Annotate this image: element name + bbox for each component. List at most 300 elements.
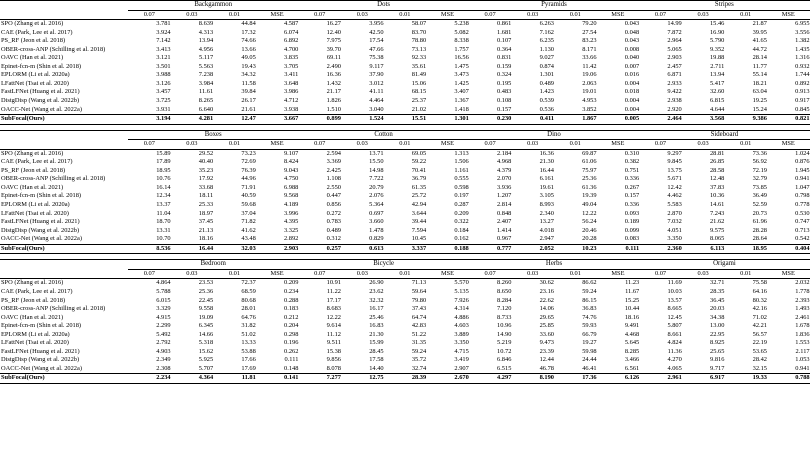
value-cell: 0.016 — [624, 71, 640, 79]
value-cell: 39.70 — [326, 45, 341, 53]
value-cell: 1.475 — [454, 62, 469, 70]
value-cell: 23.53 — [171, 279, 214, 288]
value-cell: 43.48 — [241, 235, 256, 243]
table-row — [0, 29, 810, 38]
value-cell: 0.234 — [284, 287, 299, 295]
table-row — [0, 322, 810, 331]
value-cell: 21.30 — [539, 158, 554, 166]
value-cell: 17.89 — [156, 158, 171, 166]
value-cell: 42.16 — [752, 305, 768, 313]
value-cell: 22.62 — [539, 296, 554, 304]
value-cell: 6.815 — [709, 97, 725, 105]
value-cell: 5.707 — [198, 364, 214, 372]
value-cell: 3.325 — [283, 226, 299, 234]
value-cell: 39.44 — [411, 218, 427, 226]
value-cell: 15.89 — [128, 149, 171, 158]
value-cell: 4.712 — [284, 97, 299, 105]
value-cell: 0.336 — [624, 201, 640, 209]
value-cell: 9.107 — [256, 149, 299, 158]
value-cell: 0.048 — [624, 28, 640, 36]
method-name-cell: Epinet-fcn-m (Shin et al. 2018) — [1, 62, 82, 70]
value-cell: 16.36 — [511, 149, 554, 158]
value-cell: 34.32 — [241, 71, 256, 79]
group-header-origami: Origami — [639, 260, 809, 270]
value-cell: 17.36 — [554, 374, 597, 384]
value-cell: 0.298 — [284, 330, 299, 338]
method-name-cell: OACC-Net (Wang et al. 2022a) — [1, 364, 82, 372]
value-cell: 75.97 — [582, 166, 597, 174]
value-cell: 8.639 — [171, 20, 214, 29]
value-cell: 3.984 — [198, 79, 214, 87]
table-row — [0, 288, 810, 297]
value-cell: 4.297 — [469, 374, 512, 384]
value-cell: 86.62 — [554, 279, 597, 288]
value-cell: 4.379 — [496, 166, 512, 174]
value-cell: 59.98 — [582, 347, 597, 355]
value-cell: 0.209 — [256, 279, 299, 288]
value-cell: 24.44 — [582, 356, 597, 364]
corner-cell — [0, 260, 128, 270]
table-row — [0, 374, 810, 384]
value-cell: 12.44 — [539, 356, 554, 364]
value-cell: 0.555 — [454, 175, 469, 183]
method-name-cell: OBER-cross-ANP (Schilling et al. 2018) — [1, 175, 106, 183]
value-cell: 0.189 — [624, 218, 640, 226]
value-cell: 1.108 — [326, 175, 341, 183]
value-cell: 2.933 — [667, 79, 682, 87]
value-cell: 28.35 — [710, 287, 725, 295]
table-row — [0, 218, 810, 227]
value-cell: 20.03 — [710, 305, 725, 313]
value-cell: 6.074 — [284, 28, 299, 36]
value-cell: 16.27 — [298, 20, 341, 29]
value-cell: 15.51 — [384, 115, 427, 125]
value-cell: 3.473 — [454, 71, 469, 79]
value-cell: 2.407 — [496, 218, 512, 226]
value-cell: 0.536 — [539, 105, 554, 113]
value-cell: 80.32 — [752, 296, 768, 304]
value-cell: 2.032 — [767, 279, 810, 288]
metric-header-0p01: 0.01 — [399, 10, 411, 18]
value-cell: 0.747 — [795, 218, 810, 226]
method-name-cell: OAVC (Han et al. 2021) — [1, 313, 64, 321]
value-cell: 25.36 — [198, 287, 214, 295]
value-cell: 0.489 — [539, 79, 554, 87]
method-name-cell: PS_RF (Jeon et al. 2018) — [1, 166, 66, 174]
value-cell: 8.665 — [667, 305, 682, 313]
value-cell: 10.96 — [497, 322, 512, 330]
table-row — [0, 227, 810, 236]
value-cell: 14.61 — [709, 201, 725, 209]
value-cell: 4.968 — [496, 158, 512, 166]
value-cell: 8.171 — [582, 45, 597, 53]
value-cell: 12.75 — [341, 374, 384, 384]
value-cell: 6.871 — [667, 71, 682, 79]
value-cell: 35.61 — [411, 62, 427, 70]
metric-header-0p01: 0.01 — [399, 140, 411, 148]
value-cell: 11.81 — [213, 374, 256, 384]
value-cell: 8.338 — [454, 37, 469, 45]
value-cell: 12.47 — [213, 115, 256, 125]
value-cell: 0.212 — [284, 313, 299, 321]
value-cell: 0.941 — [795, 175, 810, 183]
value-cell: 4.281 — [171, 115, 214, 125]
value-cell: 1.493 — [795, 305, 810, 313]
value-cell: 2.070 — [496, 175, 512, 183]
value-cell: 3.986 — [284, 88, 299, 96]
metric-header-MSE: MSE — [611, 269, 625, 277]
value-cell: 4.189 — [283, 201, 299, 209]
value-cell: 59.24 — [582, 287, 597, 295]
value-cell: 83.70 — [411, 28, 427, 36]
value-cell: 0.230 — [469, 115, 512, 125]
value-cell: 32.15 — [752, 364, 768, 372]
value-cell: 0.107 — [497, 37, 512, 45]
value-cell: 6.263 — [511, 20, 554, 29]
value-cell: 22.19 — [752, 339, 768, 347]
value-cell: 41.62 — [241, 226, 256, 234]
table-row — [0, 297, 810, 306]
value-cell: 29.52 — [171, 149, 214, 158]
value-cell: 6.113 — [682, 244, 725, 254]
value-cell: 72.37 — [213, 279, 256, 288]
value-cell: 25.65 — [710, 347, 725, 355]
value-cell: 1.425 — [454, 79, 469, 87]
value-cell: 0.162 — [454, 235, 469, 243]
table-row — [0, 331, 810, 340]
value-cell: 18.70 — [156, 218, 171, 226]
value-cell: 0.267 — [624, 183, 640, 191]
value-cell: 3.936 — [496, 183, 512, 191]
value-cell: 18.16 — [624, 313, 640, 321]
value-cell: 8.925 — [710, 339, 725, 347]
value-cell: 1.836 — [795, 330, 810, 338]
value-cell: 69.11 — [326, 54, 341, 62]
value-cell: 2.947 — [539, 235, 554, 243]
value-cell: 4.395 — [283, 218, 299, 226]
metric-header-0p07: 0.07 — [484, 10, 496, 18]
method-name-cell: OACC-Net (Wang et al. 2022a) — [1, 105, 82, 113]
value-cell: 19.88 — [709, 54, 725, 62]
value-cell: 3.501 — [156, 62, 171, 70]
method-name-cell: LFattNet (Tsai et al. 2020) — [1, 339, 69, 347]
value-cell: 55.14 — [752, 71, 767, 79]
method-name-cell: OAVC (Han et al. 2021) — [1, 183, 64, 191]
value-cell: 11.42 — [582, 62, 597, 70]
value-cell: 12.45 — [667, 313, 682, 321]
value-cell: 4.464 — [369, 97, 384, 105]
value-cell: 11.77 — [752, 62, 767, 70]
value-cell: 0.004 — [624, 97, 640, 105]
value-cell: 19.33 — [724, 374, 767, 384]
method-name-cell: LFattNet (Tsai et al. 2020) — [1, 209, 69, 217]
table-row — [0, 167, 810, 176]
table-row — [0, 63, 810, 72]
value-cell: 20.79 — [369, 183, 384, 191]
value-cell: 23.16 — [539, 287, 554, 295]
value-cell: 68.15 — [411, 88, 427, 96]
value-cell: 7.120 — [497, 305, 512, 313]
value-cell: 5.583 — [667, 201, 682, 209]
value-cell: 0.272 — [326, 209, 341, 217]
value-cell: 14.06 — [539, 305, 554, 313]
table-row — [0, 244, 810, 254]
value-cell: 3.988 — [156, 71, 171, 79]
value-cell: 33.60 — [539, 330, 554, 338]
value-cell: 46.78 — [539, 364, 554, 372]
value-cell: 11.58 — [241, 79, 256, 87]
value-cell: 1.778 — [795, 287, 810, 295]
metric-header-0p03: 0.03 — [186, 140, 198, 148]
value-cell: 3.457 — [156, 88, 171, 96]
value-cell: 71.13 — [384, 279, 427, 288]
value-cell: 8.661 — [667, 330, 682, 338]
value-cell: 3.705 — [284, 62, 299, 70]
value-cell: 4.956 — [198, 45, 214, 53]
results-table-section-1 — [0, 130, 810, 255]
method-name-cell: OACC-Net (Wang et al. 2022a) — [1, 235, 82, 243]
value-cell: 16.44 — [539, 166, 554, 174]
metric-header-MSE: MSE — [270, 269, 284, 277]
value-cell: 16.83 — [369, 322, 384, 330]
value-cell: 11.04 — [156, 209, 171, 217]
value-cell: 3.411 — [284, 71, 299, 79]
metric-header-0p03: 0.03 — [527, 10, 539, 18]
value-cell: 1.524 — [341, 115, 384, 125]
value-cell: 5.788 — [156, 287, 171, 295]
value-cell: 19.39 — [582, 192, 597, 200]
value-cell: 7.142 — [156, 37, 171, 45]
method-name-cell: FastLFNet (Huang et al. 2021) — [1, 347, 80, 355]
value-cell: 0.043 — [624, 37, 640, 45]
table-row — [0, 106, 810, 115]
value-cell: 37.04 — [241, 209, 256, 217]
value-cell: 9.511 — [326, 339, 342, 347]
value-cell: 4.864 — [128, 279, 171, 288]
value-cell: 3.337 — [384, 244, 427, 254]
value-cell: 19.25 — [752, 97, 767, 105]
value-cell: 4.462 — [667, 192, 682, 200]
value-cell: 21.02 — [411, 105, 427, 113]
table-row — [0, 201, 810, 210]
value-cell: 8.424 — [283, 158, 299, 166]
value-cell: 9.117 — [369, 62, 384, 70]
value-cell: 11.36 — [667, 347, 682, 355]
value-cell: 3.644 — [411, 209, 427, 217]
method-name-cell: DistgDisp (Wang et al. 2022b) — [1, 356, 80, 364]
value-cell: 9.043 — [283, 166, 299, 174]
value-cell: 0.411 — [511, 115, 554, 125]
value-cell: 28.45 — [369, 347, 384, 355]
value-cell: 56.24 — [582, 218, 597, 226]
value-cell: 10.91 — [298, 279, 341, 288]
value-cell: 29.65 — [539, 313, 554, 321]
value-cell: 0.861 — [469, 20, 512, 29]
method-name-cell: SPO (Zhang et al. 2016) — [0, 279, 128, 288]
value-cell: 2.792 — [156, 339, 171, 347]
value-cell: 4.903 — [156, 347, 171, 355]
value-cell: 30.62 — [511, 279, 554, 288]
table-row — [0, 314, 810, 323]
value-cell: 4.886 — [454, 313, 469, 321]
value-cell: 15.99 — [369, 339, 384, 347]
value-cell: 0.892 — [795, 79, 810, 87]
value-cell: 22.45 — [198, 296, 214, 304]
method-name-cell: CAE (Park, Lee et al. 2017) — [1, 28, 73, 36]
metric-header-0p07: 0.07 — [484, 269, 496, 277]
method-name-cell: SubFocal(Ours) — [0, 374, 128, 384]
value-cell: 9.856 — [326, 356, 342, 364]
table-row — [0, 235, 810, 244]
value-cell: 0.598 — [454, 183, 469, 191]
value-cell: 6.345 — [198, 322, 214, 330]
value-cell: 19.06 — [582, 71, 597, 79]
value-cell: 0.005 — [597, 115, 640, 125]
value-cell: 8.285 — [624, 347, 640, 355]
metric-header-0p03: 0.03 — [186, 10, 198, 18]
value-cell: 25.72 — [411, 192, 427, 200]
value-cell: 13.27 — [539, 218, 554, 226]
value-cell: 25.85 — [539, 322, 554, 330]
value-cell: 3.938 — [284, 105, 299, 113]
value-cell: 0.798 — [795, 192, 810, 200]
table-row — [0, 279, 810, 288]
value-cell: 25.37 — [411, 97, 427, 105]
value-cell: 14.40 — [369, 364, 384, 372]
value-cell: 0.489 — [326, 226, 341, 234]
metric-header-0p01: 0.01 — [228, 10, 241, 18]
value-cell: 28.64 — [752, 235, 767, 243]
value-cell: 0.148 — [284, 364, 299, 372]
value-cell: 18.11 — [199, 192, 214, 200]
value-cell: 8.260 — [469, 279, 512, 288]
table-row — [0, 339, 810, 348]
value-cell: 3.725 — [156, 97, 171, 105]
group-header-cotton: Cotton — [298, 130, 468, 140]
value-cell: 0.312 — [326, 235, 341, 243]
value-cell: 8.190 — [511, 374, 554, 384]
value-cell: 18.95 — [156, 166, 171, 174]
value-cell: 10.70 — [156, 235, 171, 243]
table-row — [0, 71, 810, 80]
value-cell: 5.807 — [667, 322, 682, 330]
value-cell: 9.422 — [667, 88, 682, 96]
value-cell: 0.483 — [497, 88, 512, 96]
value-cell: 44.72 — [752, 45, 767, 53]
value-cell: 0.159 — [497, 62, 512, 70]
value-cell: 17.58 — [369, 356, 384, 364]
value-cell: 3.660 — [369, 218, 384, 226]
value-cell: 16.17 — [369, 305, 384, 313]
metric-header-MSE: MSE — [781, 269, 795, 277]
value-cell: 70.41 — [411, 166, 427, 174]
value-cell: 0.108 — [497, 97, 512, 105]
value-cell: 66.79 — [582, 330, 597, 338]
value-cell: 7.277 — [298, 374, 341, 384]
group-header-herbs: Herbs — [469, 260, 639, 270]
value-cell: 2.670 — [426, 374, 469, 384]
value-cell: 3.105 — [539, 192, 554, 200]
value-cell: 71.82 — [241, 218, 256, 226]
value-cell: 6.161 — [539, 175, 554, 183]
table-row — [0, 115, 810, 125]
value-cell: 0.613 — [341, 244, 384, 254]
value-cell: 8.065 — [709, 235, 725, 243]
value-cell: 6.640 — [198, 105, 214, 113]
method-name-cell: CAE (Park, Lee et al. 2017) — [1, 158, 73, 166]
value-cell: 0.157 — [497, 105, 512, 113]
value-cell: 17.66 — [241, 356, 256, 364]
value-cell: 7.238 — [198, 71, 214, 79]
value-cell: 86.15 — [582, 296, 597, 304]
value-cell: 7.162 — [539, 28, 554, 36]
value-cell: 36.79 — [411, 175, 427, 183]
value-cell: 0.262 — [284, 347, 299, 355]
value-cell: 42.21 — [752, 322, 768, 330]
value-cell: 0.788 — [767, 374, 810, 384]
table-row — [0, 88, 810, 97]
value-cell: 1.678 — [795, 322, 810, 330]
value-cell: 61.06 — [582, 158, 597, 166]
value-cell: 12.22 — [326, 313, 342, 321]
value-cell: 3.835 — [284, 54, 299, 62]
value-cell: 4.953 — [582, 97, 597, 105]
value-cell: 73.85 — [752, 183, 767, 191]
value-cell: 14.90 — [497, 330, 512, 338]
value-cell: 37.43 — [411, 305, 427, 313]
table-row — [0, 37, 810, 46]
value-cell: 0.447 — [326, 192, 341, 200]
value-cell: 92.33 — [411, 54, 427, 62]
value-cell: 15.25 — [624, 296, 640, 304]
value-cell: 33.66 — [582, 54, 597, 62]
metric-header-0p07: 0.07 — [314, 269, 326, 277]
value-cell: 2.938 — [667, 97, 682, 105]
metric-header-0p07: 0.07 — [484, 140, 496, 148]
value-cell: 0.697 — [369, 209, 384, 217]
value-cell: 32.60 — [709, 88, 725, 96]
value-cell: 2.349 — [156, 356, 171, 364]
corner-cell — [0, 130, 128, 140]
method-name-cell: FastLFNet (Huang et al. 2021) — [1, 218, 80, 226]
value-cell: 0.876 — [795, 158, 810, 166]
value-cell: 4.018 — [539, 226, 554, 234]
value-cell: 0.093 — [624, 209, 640, 217]
value-cell: 4.468 — [624, 330, 640, 338]
value-cell: 0.913 — [795, 88, 810, 96]
method-name-cell: DistgDisp (Wang et al. 2022b) — [1, 226, 80, 234]
value-cell: 17.54 — [369, 37, 384, 45]
value-cell: 3.350 — [454, 339, 469, 347]
value-cell: 28.28 — [752, 226, 767, 234]
value-cell: 2.063 — [582, 79, 597, 87]
value-cell: 18.16 — [198, 235, 214, 243]
metric-header-0p07: 0.07 — [314, 140, 326, 148]
value-cell: 4.065 — [667, 364, 682, 372]
value-cell: 4.314 — [454, 305, 469, 313]
value-cell: 0.404 — [767, 244, 810, 254]
value-cell: 1.867 — [554, 115, 597, 125]
value-cell: 0.188 — [426, 244, 469, 254]
value-cell: 0.099 — [624, 226, 640, 234]
value-cell: 10.72 — [497, 347, 512, 355]
method-name-cell: LFattNet (Tsai et al. 2020) — [1, 79, 69, 87]
value-cell: 0.917 — [795, 97, 810, 105]
method-name-cell: SPO (Zhang et al. 2016) — [0, 20, 128, 29]
value-cell: 1.553 — [795, 339, 810, 347]
table-row — [0, 158, 810, 167]
value-cell: 15.46 — [682, 20, 725, 29]
